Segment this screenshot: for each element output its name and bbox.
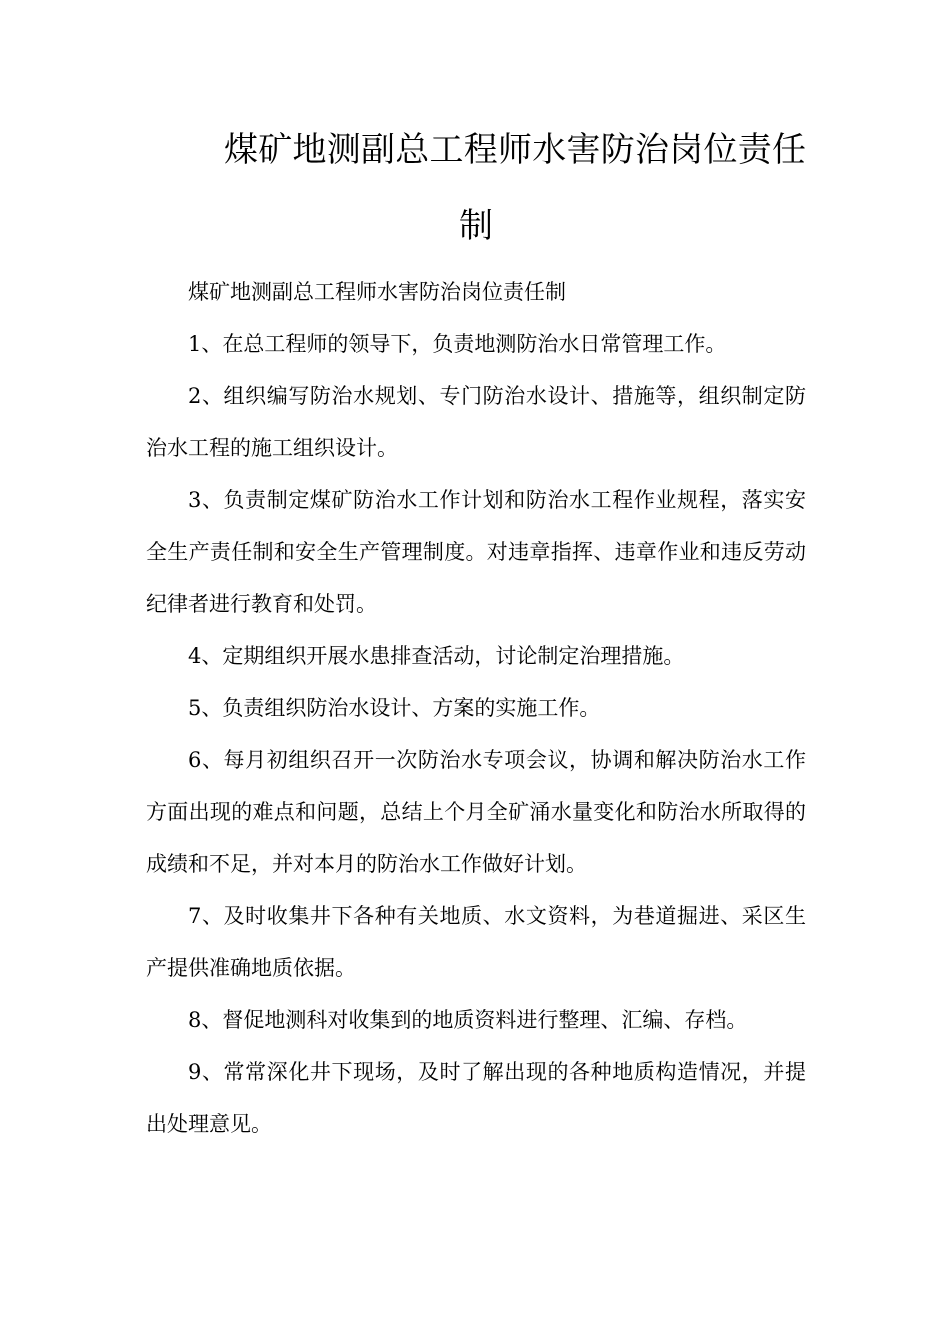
paragraph-4: 4、定期组织开展水患排查活动，讨论制定治理措施。 (188, 644, 685, 668)
paragraph-3: 3、负责制定煤矿防治水工作计划和防治水工程作业规程，落实安全生产责任制和安全生产管理制度。对违章指挥、违章作业和违反劳动纪律者进行教育和处罚。 (146, 488, 806, 616)
paragraph-8: 8、督促地测科对收集到的地质资料进行整理、汇编、存档。 (188, 1008, 748, 1032)
paragraph-2: 2、组织编写防治水规划、专门防治水设计、措施等，组织制定防治水工程的施工组织设计。 (146, 384, 806, 460)
paragraph-7: 7、及时收集井下各种有关地质、水文资料，为巷道掘进、采区生产提供准确地质依据。 (146, 904, 806, 980)
paragraph-9: 9、常常深化井下现场，及时了解出现的各种地质构造情况，并提出处理意见。 (146, 1060, 806, 1136)
paragraph-1: 1、在总工程师的领导下，负责地测防治水日常管理工作。 (188, 332, 727, 356)
document-body (146, 266, 806, 1150)
paragraph-6: 6、每月初组织召开一次防治水专项会议，协调和解决防治水工作方面出现的难点和问题，总结上个月全矿涌水量变化和防治水所取得的成绩和不足，并对本月的防治水工作做好计划。 (146, 748, 806, 876)
document-subtitle: 煤矿地测副总工程师水害防治岗位责任制 (188, 280, 566, 304)
paragraph-5: 5、负责组织防治水设计、方案的实施工作。 (188, 696, 601, 720)
document-title: 煤矿地测副总工程师水害防治岗位责任制 (224, 130, 806, 246)
